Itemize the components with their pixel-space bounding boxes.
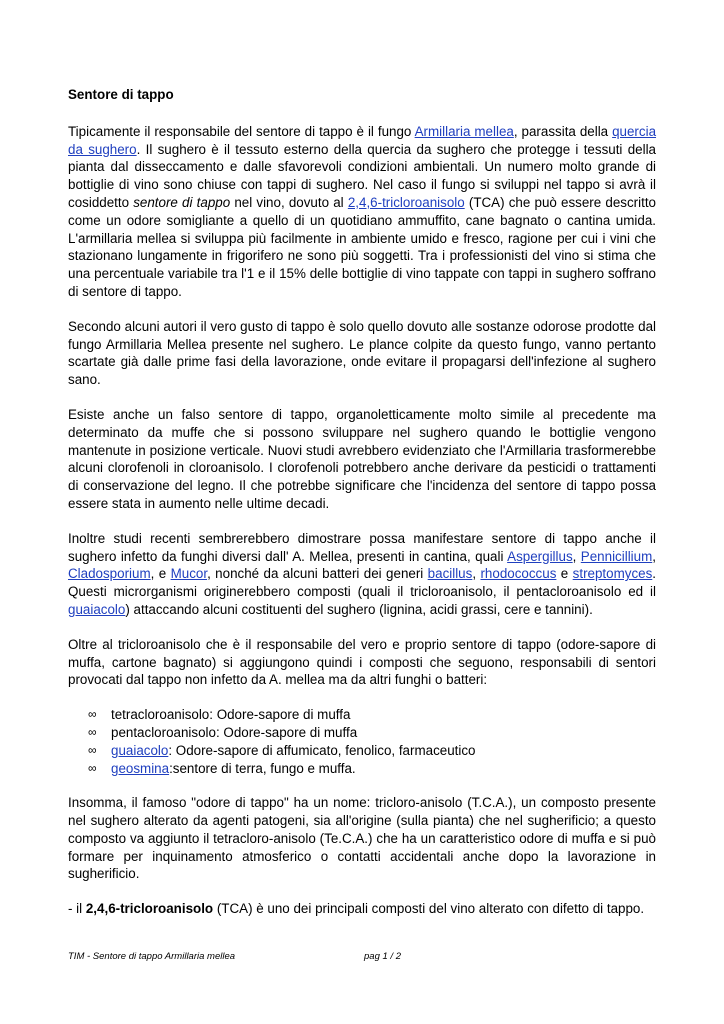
link-guaiacolo[interactable]: guaiacolo — [68, 601, 126, 617]
text: , — [652, 548, 656, 564]
emphasis-sentore-di-tappo: sentore di tappo — [133, 194, 231, 210]
footer-title: TIM - Sentore di tappo Armillaria mellea — [68, 951, 236, 962]
link-guaiacolo-list[interactable]: guaiacolo — [111, 742, 169, 758]
bold-tca: 2,4,6-tricloroanisolo — [85, 901, 214, 917]
paragraph-composti: Oltre al tricloroanisolo che è il responsabile del vero e proprio sentore di tappo (odore-sapore di muffa, cartone bagnato) si aggiungono quindi i composti che seguono, responsabili di sentori provocati dal tappo non infetto da A. mellea ma da altri funghi o batteri: — [68, 636, 656, 688]
paragraph-gusto-di-tappo: Secondo alcuni autori il vero gusto di tappo è solo quello dovuto alle sostanze odorose prodotte dal fungo Armillaria Mellea presente nel sughero. Le plance colpite da questo fungo, vanno pertanto scartate già dalle prime fasi della lavorazione, onde evitare il propagarsi dell'infezione al sughero sano. — [68, 318, 656, 388]
list-item-text: :sentore di terra, fungo e muffa. — [169, 760, 356, 776]
list-item-text: pentacloroanisolo: Odore-sapore di muffa — [111, 724, 358, 740]
link-aspergillus[interactable]: Aspergillus — [507, 548, 573, 564]
text: (TCA) è uno dei principali composti del vino alterato con difetto di tappo. — [213, 901, 645, 917]
list-item — [88, 706, 656, 724]
infinity-bullet-icon: ∞ — [88, 742, 97, 757]
infinity-bullet-icon: ∞ — [88, 707, 97, 722]
paragraph-falso-sentore: Esiste anche un falso sentore di tappo, organoletticamente molto simile al precedente ma determinato da muffe che si possono sviluppare nel sughero quando le bottiglie vengono mantenute in posizione verticale. Nuovi studi avrebbero evidenziato che l'Armillaria trasformerebbe alcuni clorofenoli in cloroanisolo. I clorofenoli potrebbero anche derivare da pesticidi o trattamenti di conservazione del legno. Il che potrebbe significare che l'incidenza del sentore di tappo possa essere stata in aumento nelle ultime decadi. — [68, 406, 656, 511]
link-cladosporium[interactable]: Cladosporium — [68, 566, 151, 582]
link-armillaria-mellea[interactable]: Armillaria mellea — [414, 123, 514, 139]
link-rhodococcus[interactable]: rhodococcus — [480, 566, 557, 582]
list-item — [88, 760, 656, 778]
text: nel vino, dovuto al — [230, 194, 348, 210]
page-number: pag 1 / 2 — [364, 951, 401, 962]
infinity-bullet-icon: ∞ — [88, 724, 97, 739]
list-item-text: : Odore-sapore di affumicato, fenolico, farmaceutico — [168, 742, 476, 758]
link-streptomyces[interactable]: streptomyces — [572, 566, 653, 582]
text: , e — [150, 566, 171, 582]
text: (TCA) che può essere descritto come un odore somigliante a quello di un quotidiano ammuffito, cane bagnato o cantina umida. L'armillaria mellea si sviluppa più facilmente in ambiente umido e fresco, ragione per cui i vini che stazionano lungamente in frigorifero ne sono più soggetti. Tra i professionisti del vino si stima che una percentuale variabile tra l'1 e il 15% delle bottiglie di vino tappate con tappi in sughero soffrano di sentore di tappo. — [68, 194, 656, 299]
text: ) attaccando alcuni costituenti del sughero (lignina, acidi grassi, cere e tannini). — [125, 601, 593, 617]
link-quercia-da-sughero[interactable]: quercia da sughero — [68, 123, 657, 157]
text: e — [556, 566, 573, 582]
list-item — [88, 742, 656, 760]
paragraph-insomma: Insomma, il famoso "odore di tappo" ha un nome: tricloro-anisolo (T.C.A.), un composto presente nel sughero alterato da agenti patogeni, sia all'origine (sulla pianta) che nel sugherificio; a questo composto va aggiunto il tetracloro-anisolo (Te.C.A.) che ha un caratteristico odore di muffa e si può formare per inquinamento atmosferico o contatti accidentali anche dopo la lavorazione in sugherificio. — [68, 795, 656, 882]
link-mucor[interactable]: Mucor — [170, 566, 208, 582]
paragraph-intro — [68, 123, 656, 301]
list-item-text: tetracloroanisolo: Odore-sapore di muffa — [111, 707, 351, 723]
text: , nonché da alcuni batteri dei generi — [207, 566, 428, 582]
infinity-bullet-icon: ∞ — [88, 760, 97, 775]
document-body — [68, 86, 656, 935]
text: - il — [68, 901, 86, 917]
text: . Questi microrganismi originerebbero composti (quali il tricloroanisolo, il pentacloroanisolo ed il — [68, 566, 657, 600]
link-246-tricloroanisolo[interactable]: 2,4,6-tricloroanisolo — [347, 194, 465, 210]
text: Tipicamente il responsabile del sentore di tappo è il fungo — [68, 123, 415, 139]
text: , parassita della — [513, 123, 613, 139]
text: , — [572, 548, 581, 564]
paragraph-conclusione — [68, 900, 656, 918]
text: , — [472, 566, 481, 582]
paragraph-studi-recenti — [68, 530, 656, 619]
page-title: Sentore di tappo — [68, 87, 174, 102]
text: Inoltre studi recenti sembrerebbero dimostrare possa manifestare sentore di tappo anche il sughero infetto da funghi diversi dall' A. Mellea, presenti in cantina, quali — [68, 530, 656, 564]
link-bacillus[interactable]: bacillus — [427, 566, 473, 582]
text: . Il sughero è il tessuto esterno della quercia da sughero che protegge i tessuti della pianta dal disseccamento e dalle sfavorevoli condizioni ambientali. Un numero molto grande di bottiglie di vino sono chiuse con tappi di sughero. Nel caso il fungo si sviluppi nel tappo si avrà il cosiddetto — [68, 141, 656, 210]
link-pennicillium[interactable]: Pennicillium — [580, 548, 653, 564]
link-geosmina[interactable]: geosmina — [111, 760, 170, 776]
composti-list — [68, 706, 656, 777]
list-item — [88, 724, 656, 742]
